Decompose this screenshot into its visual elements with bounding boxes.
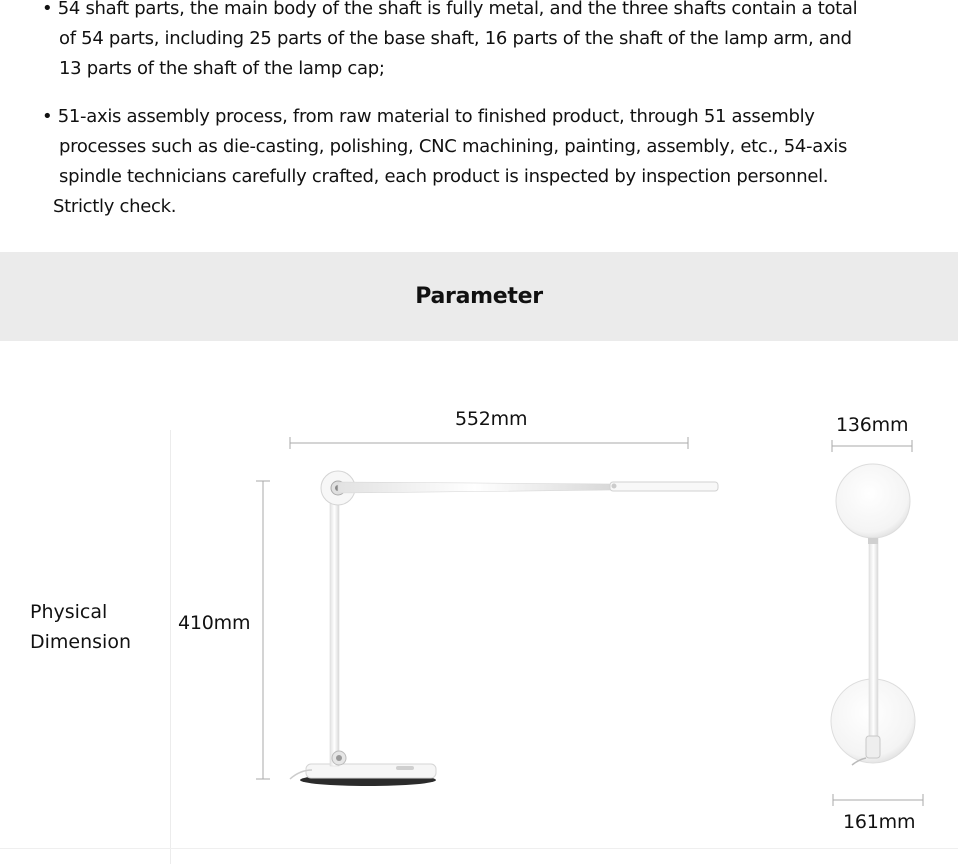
feature-line: • 54 shaft parts, the main body of the shaft is fully metal, and the three shafts contain a total <box>42 0 858 19</box>
feature-line: processes such as die-casting, polishing, CNC machining, painting, assembly, etc., 54-axis <box>59 136 848 157</box>
head-diameter-value: 136mm <box>836 414 909 436</box>
feature-line: 13 parts of the shaft of the lamp cap; <box>59 58 385 79</box>
label-line: Dimension <box>30 631 131 653</box>
head-dimension-line <box>832 440 912 452</box>
width-dimension-line <box>290 437 688 449</box>
height-dimension-line <box>256 481 270 779</box>
lamp-side-view <box>290 471 718 786</box>
feature-line: • 51-axis assembly process, from raw material to finished product, through 51 assembly <box>42 106 815 127</box>
label-line: Physical <box>30 601 108 623</box>
width-value: 552mm <box>455 408 528 430</box>
feature-line: spindle technicians carefully crafted, each product is inspected by inspection personnel. <box>59 166 829 187</box>
height-value: 410mm <box>178 612 251 634</box>
section-title: Parameter <box>415 284 543 309</box>
base-diameter-value: 161mm <box>843 811 916 833</box>
feature-line: of 54 parts, including 25 parts of the base shaft, 16 parts of the shaft of the lamp arm, and <box>59 28 852 49</box>
feature-line: Strictly check. <box>53 196 177 217</box>
lamp-front-view <box>831 464 915 765</box>
base-dimension-line <box>833 794 923 806</box>
